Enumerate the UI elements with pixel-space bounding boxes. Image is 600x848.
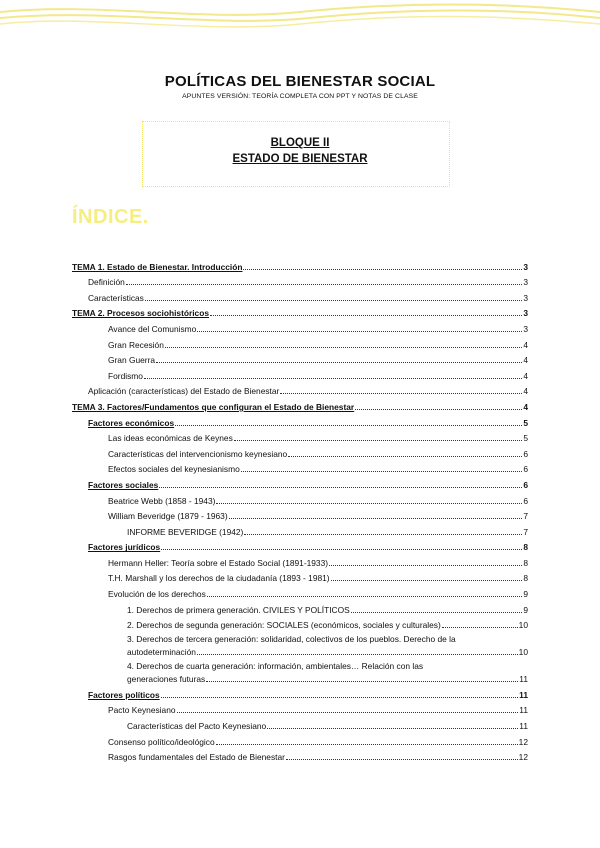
toc-entry-consenso[interactable]: Consenso político/ideológico 12 [108,736,528,747]
index-heading: ÍNDICE. [72,206,149,228]
toc-entry-derechos-1[interactable]: 1. Derechos de primera generación. CIVILES Y POLÍTICOS 9 [127,604,528,615]
toc-entry-factores-juridicos[interactable]: Factores jurídicos 8 [88,542,528,553]
toc-entry-keynes[interactable]: Las ideas económicas de Keynes 5 [108,433,528,444]
toc-entry-tema2[interactable]: TEMA 2. Procesos sociohistóricos 3 [72,308,528,319]
document-title: POLÍTICAS DEL BIENESTAR SOCIAL [164,73,436,90]
block-number: BLOQUE II [270,137,330,149]
document-subtitle: APUNTES VERSIÓN: TEORÍA COMPLETA CON PPT Y NOTAS DE CLASE [182,93,418,100]
toc-entry-comunismo[interactable]: Avance del Comunismo 3 [108,323,528,334]
toc-entry-caracteristicas[interactable]: Características 3 [88,292,528,303]
toc-entry-evolucion-derechos[interactable]: Evolución de los derechos 9 [108,589,528,600]
toc-entry-factores-politicos[interactable]: Factores políticos 11 [88,689,528,700]
toc-entry-gran-recesion[interactable]: Gran Recesión 4 [108,339,528,350]
toc-entry-rasgos[interactable]: Rasgos fundamentales del Estado de Bienestar 12 [108,752,528,763]
toc-entry-heller[interactable]: Hermann Heller: Teoría sobre el Estado Social (1891-1933) 8 [108,557,528,568]
toc-entry-gran-guerra[interactable]: Gran Guerra 4 [108,355,528,366]
toc-entry-efectos-sociales[interactable]: Efectos sociales del keynesianismo 6 [108,464,528,475]
toc-entry-derechos-3[interactable]: 3. Derechos de tercera generación: solidaridad, colectivos de los pueblos. Derecho de la autodeterminación 10 [127,634,528,658]
header-wave-decoration [0,0,600,40]
toc-entry-factores-economicos[interactable]: Factores económicos 5 [88,417,528,428]
toc-entry-caracteristicas-pacto[interactable]: Características del Pacto Keynesiano 11 [127,721,528,732]
toc-entry-pacto-keynesiano[interactable]: Pacto Keynesiano 11 [108,705,528,716]
toc-entry-intervencionismo[interactable]: Características del intervencionismo keynesiano 6 [108,448,528,459]
toc-entry-factores-sociales[interactable]: Factores sociales 6 [88,479,528,490]
toc-entry-derechos-4[interactable]: 4. Derechos de cuarta generación: información, ambientales… Relación con las generaciones futuras 11 [127,661,528,685]
block-title: ESTADO DE BIENESTAR [232,153,368,165]
toc-entry-definicion[interactable]: Definición 3 [88,277,528,288]
toc-entry-beveridge[interactable]: William Beveridge (1879 - 1963) 7 [108,511,528,522]
table-of-contents [72,256,528,762]
toc-entry-tema3[interactable]: TEMA 3. Factores/Fundamentos que configuran el Estado de Bienestar 4 [72,401,528,412]
toc-entry-informe-beveridge[interactable]: INFORME BEVERIDGE (1942) 7 [127,526,528,537]
toc-entry-marshall[interactable]: T.H. Marshall y los derechos de la ciudadanía (1893 - 1981) 8 [108,573,528,584]
toc-entry-webb[interactable]: Beatrice Webb (1858 - 1943) 6 [108,495,528,506]
toc-entry-derechos-2[interactable]: 2. Derechos de segunda generación: SOCIALES (económicos, sociales y culturales) 10 [127,620,528,631]
toc-entry-fordismo[interactable]: Fordismo 4 [108,370,528,381]
toc-entry-tema1[interactable]: TEMA 1. Estado de Bienestar. Introducción 3 [72,261,528,272]
toc-entry-aplicacion[interactable]: Aplicación (características) del Estado de Bienestar 4 [88,386,528,397]
